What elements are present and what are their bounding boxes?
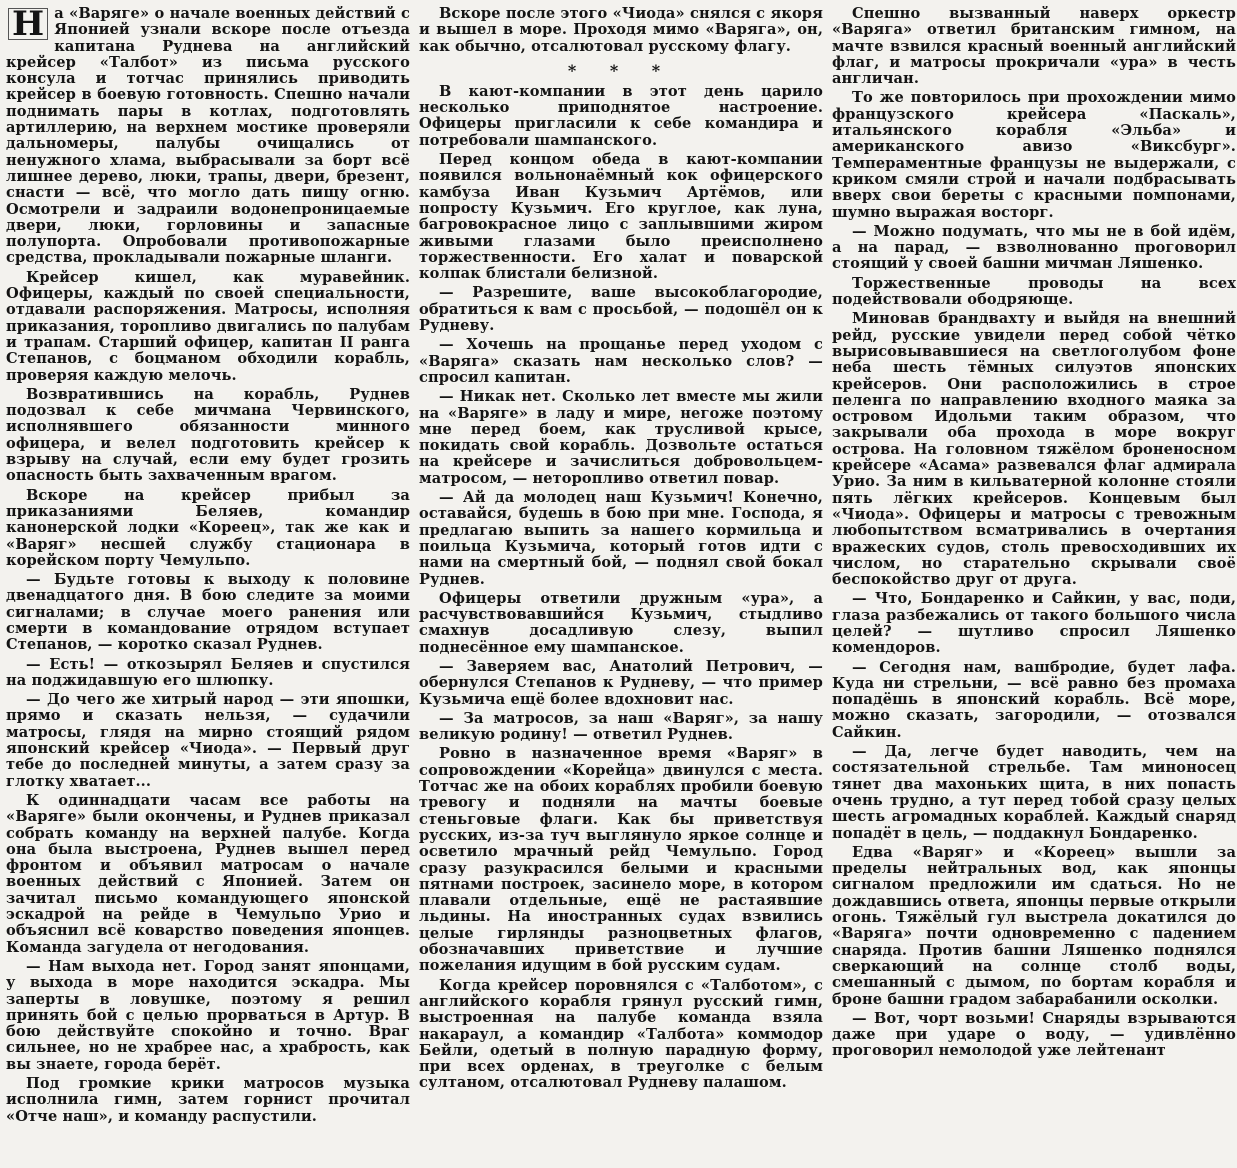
paragraph: Едва «Варяг» и «Кореец» вышли за пределы нейтральных вод, как японцы сигналом предложили им сдаться. Но не дождавшись ответа, японцы первые открыли огонь. Тяжёлый гул выстрела докатился до «Варяга» почти одновременно с падением снаряда. Против башни Ляшенко поднялся сверкающий на солнце столб воды, смешанный с дымом, по бортам корабля и броне башни градом забарабанили осколки. (832, 843, 1236, 1008)
paragraph: — Ай да молодец наш Кузьмич! Конечно, оставайся, будешь в бою при мне. Господа, я предлагаю выпить за нашего кормильца и поильца Кузьмича, который готов идти с нами на смертный бой, — поднял свой бокал Руднев. (419, 489, 823, 588)
paragraph: Ровно в назначенное время «Варяг» в сопровождении «Корейца» двинулся с места. Тотчас же на обоих кораблях пробили боевую тревогу и подняли на мачты боевые стеньговые флаги. Как бы приветствуя русских, из-за туч выглянуло яркое солнце и осветило мрачный рейд Чемульпо. Город сразу разукрасился белыми и красными пятнами построек, засинело море, в котором плавали отдельные, ещё не растаявшие льдины. На иностранных судах взвились целые гирлянды разноцветных флагов, обозначавших приветствие и лучшие пожелания идущим в бой русским судам. (419, 745, 823, 975)
paragraph-opening: Н а «Варяге» о начале военных действий с Японией узнали вскоре после отъезда капитана Руднева на английский крейсер «Талбот» из письма русского консула и тотчас принялись приводить крейсер в боевую готовность. Спешно начали поднимать пары в котлах, подготовлять артиллерию, на верхнем мостике проверяли дальномеры, палубы очищались от ненужного хлама, выбрасывали за борт всё лишнее дерево, люки, трапы, двери, брезент, снасти — всё, что могло дать пищу огню. Осмотрели и задраили водонепроницаемые двери, люки, горловины и запасные полупорта. Опробовали противопожарные средства, прокладывали пожарные шланги. (6, 6, 410, 267)
paragraph: Перед концом обеда в кают-компании появился вольнонаёмный кок офицерского камбуза Иван Кузьмич Артёмов, или попросту Кузьмич. Его круглое, как луна, багровокрасное лицо с заплывшими жиром живыми глазами было преисполнено торжественности. Его халат и поварской колпак блистали белизной. (419, 151, 823, 283)
paragraph: — Вот, чорт возьми! Снаряды взрываются даже при ударе о воду, — удивлённо проговорил немолодой уже лейтенант (832, 1009, 1236, 1060)
drop-cap: Н (8, 8, 48, 40)
paragraph: — За матросов, за наш «Варяг», за нашу великую родину! — ответил Руднев. (419, 709, 823, 744)
paragraph: — Будьте готовы к выходу к половине двенадцатого дня. В бою следите за моими сигналами; в случае моего ранения или смерти в командование отрядом вступает Степанов, — коротко сказал Руднев. (6, 571, 410, 654)
paragraph: Вскоре после этого «Чиода» снялся с якоря и вышел в море. Проходя мимо «Варяга», он, как обычно, отсалютовал русскому флагу. (419, 6, 823, 55)
paragraph: — Можно подумать, что мы не в бой идём, а на парад, — взволнованно проговорил стоящий у своей башни мичман Ляшенко. (832, 222, 1236, 273)
paragraph: — Да, легче будет наводить, чем на состязательной стрельбе. Там миноносец тянет два махоньких щита, в них попасть очень трудно, а тут перед тобой сразу целых шесть агромадных кораблей. Каждый снаряд попадёт в цель, — поддакнул Бондаренко. (832, 743, 1236, 842)
paragraph: — Разрешите, ваше высокоблагородие, обратиться к вам с просьбой, — подошёл он к Рудневу. (419, 284, 823, 335)
section-separator: * * * (567, 60, 675, 80)
paragraph: То же повторилось при прохождении мимо французского крейсера «Паскаль», итальянского корабля «Эльба» и американского авизо «Виксбург». Темпераментные французы не выдержали, с криком смяли строй и начали подбрасывать вверх свои береты с красными помпонами, шумно выражая восторг. (832, 89, 1236, 221)
paragraph: — Что, Бондаренко и Сайкин, у вас, поди, глаза разбежались от такого большого числа целей? — шутливо спросил Ляшенко комендоров. (832, 590, 1236, 657)
column-1 (6, 6, 410, 1168)
paragraph: Вскоре на крейсер прибыл за приказаниями Беляев, командир канонерской лодки «Кореец», так же как и «Варяг» несшей службу стационара в корейском порту Чемульпо. (6, 486, 410, 569)
paragraph: К одиннадцати часам все работы на «Варяге» были окончены, и Руднев приказал собрать команду на верхней палубе. Когда она была выстроена, Руднев вышел перед фронтом и объявил матросам о начале военных действий с Японией. Затем он зачитал письмо командующего японской эскадрой на рейде в Чемульпо Урио и объяснил всё коварство поведения японцев. Команда загудела от негодования. (6, 791, 410, 956)
paragraph: Спешно вызванный наверх оркестр «Варяга» ответил британским гимном, на мачте взвился красный военный английский флаг, и матросы прокричали «ура» в честь англичан. (832, 6, 1236, 88)
paragraph: — Нам выхода нет. Город занят японцами, у выхода в море находится эскадра. Мы заперты в ловушке, поэтому я решил принять бой с целью прорваться в Артур. В бою действуйте спокойно и точно. Враг сильнее, но не храбрее нас, а храбрость, как вы знаете, города берёт. (6, 957, 410, 1073)
paragraph: Возвратившись на корабль, Руднев подозвал к себе мичмана Червинского, исполнявшего обязанности минного офицера, и велел подготовить крейсер к взрыву на случай, если ему будет грозить опасность быть захваченным врагом. (6, 385, 410, 485)
paragraph: — Есть! — откозырял Беляев и спустился на поджидавшую его шлюпку. (6, 655, 410, 689)
paragraph: — Заверяем вас, Анатолий Петрович, — обернулся Степанов к Рудневу, — что пример Кузьмича ещё более вдохновит нас. (419, 657, 823, 708)
paragraph: Миновав брандвахту и выйдя на внешний рейд, русские увидели перед собой чётко вырисовывавшиеся на светлоголубом фоне неба шесть тёмных силуэтов японских крейсеров. Они расположились в строе пеленга по направлению входного маяка за островом Идольми таким образом, что закрывали оба прохода в море вокруг острова. На головном тяжёлом броненосном крейсере «Асама» развевался флаг адмирала Урио. За ним в кильватерной колонне стояли пять лёгких крейсеров. Концевым был «Чиода». Офицеры и матросы с тревожным любопытством всматривались в очертания вражеских судов, столь превосходивших их числом, но старательно скрывали своё беспокойство друг от друга. (832, 310, 1236, 589)
paragraph: — Никак нет. Сколько лет вместе мы жили на «Варяге» в ладу и мире, негоже поэтому мне перед боем, как трусливой крысе, покидать свой корабль. Дозвольте остаться на крейсере и зачислиться добровольцем-матросом, — неторопливо ответил повар. (419, 388, 823, 487)
paragraph: Крейсер кишел, как муравейник. Офицеры, каждый по своей специальности, отдавали распоряжения. Матросы, исполняя приказания, торопливо двигались по палубам и трапам. Старший офицер, капитан II ранга Степанов, с боцманом обходили корабль, проверяя каждую мелочь. (6, 268, 410, 384)
column-2 (419, 6, 823, 1168)
paragraph: — До чего же хитрый народ — эти япошки, прямо и сказать нельзя, — судачили матросы, глядя на мирно стоящий рядом японский крейсер «Чиода». — Первый друг тебе до последней минуты, а затем сразу за глотку хватает... (6, 691, 410, 790)
paragraph: — Сегодня нам, вашбродие, будет лафа. Куда ни стрельни, — всё равно без промаха попадёшь в японский корабль. Всё море, можно сказать, загородили, — отозвался Сайкин. (832, 658, 1236, 741)
column-3 (832, 6, 1236, 1168)
paragraph: Под громкие крики матросов музыка исполнила гимн, затем горнист прочитал «Отче наш», и команду распустили. (6, 1075, 410, 1125)
paragraph: Офицеры ответили дружным «ура», а расчувствовавшийся Кузьмич, стыдливо смахнув досадливую слезу, выпил поднесённое ему шампанское. (419, 589, 823, 656)
paragraph: В кают-компании в этот день царило несколько приподнятое настроение. Офицеры пригласили к себе командира и потребовали шампанского. (419, 82, 823, 149)
paragraph: Когда крейсер поровнялся с «Талботом», с английского корабля грянул русский гимн, выстроенная на палубе команда взяла накараул, а командир «Талбота» коммодор Бейли, одетый в полную парадную форму, при всех орденах, в треуголке с белым султаном, отсалютовал Рудневу палашом. (419, 976, 823, 1092)
paragraph: Торжественные проводы на всех подействовали ободряюще. (832, 274, 1236, 309)
paragraph: — Хочешь на прощанье перед уходом с «Варяга» сказать нам несколько слов? — спросил капитан. (419, 336, 823, 386)
